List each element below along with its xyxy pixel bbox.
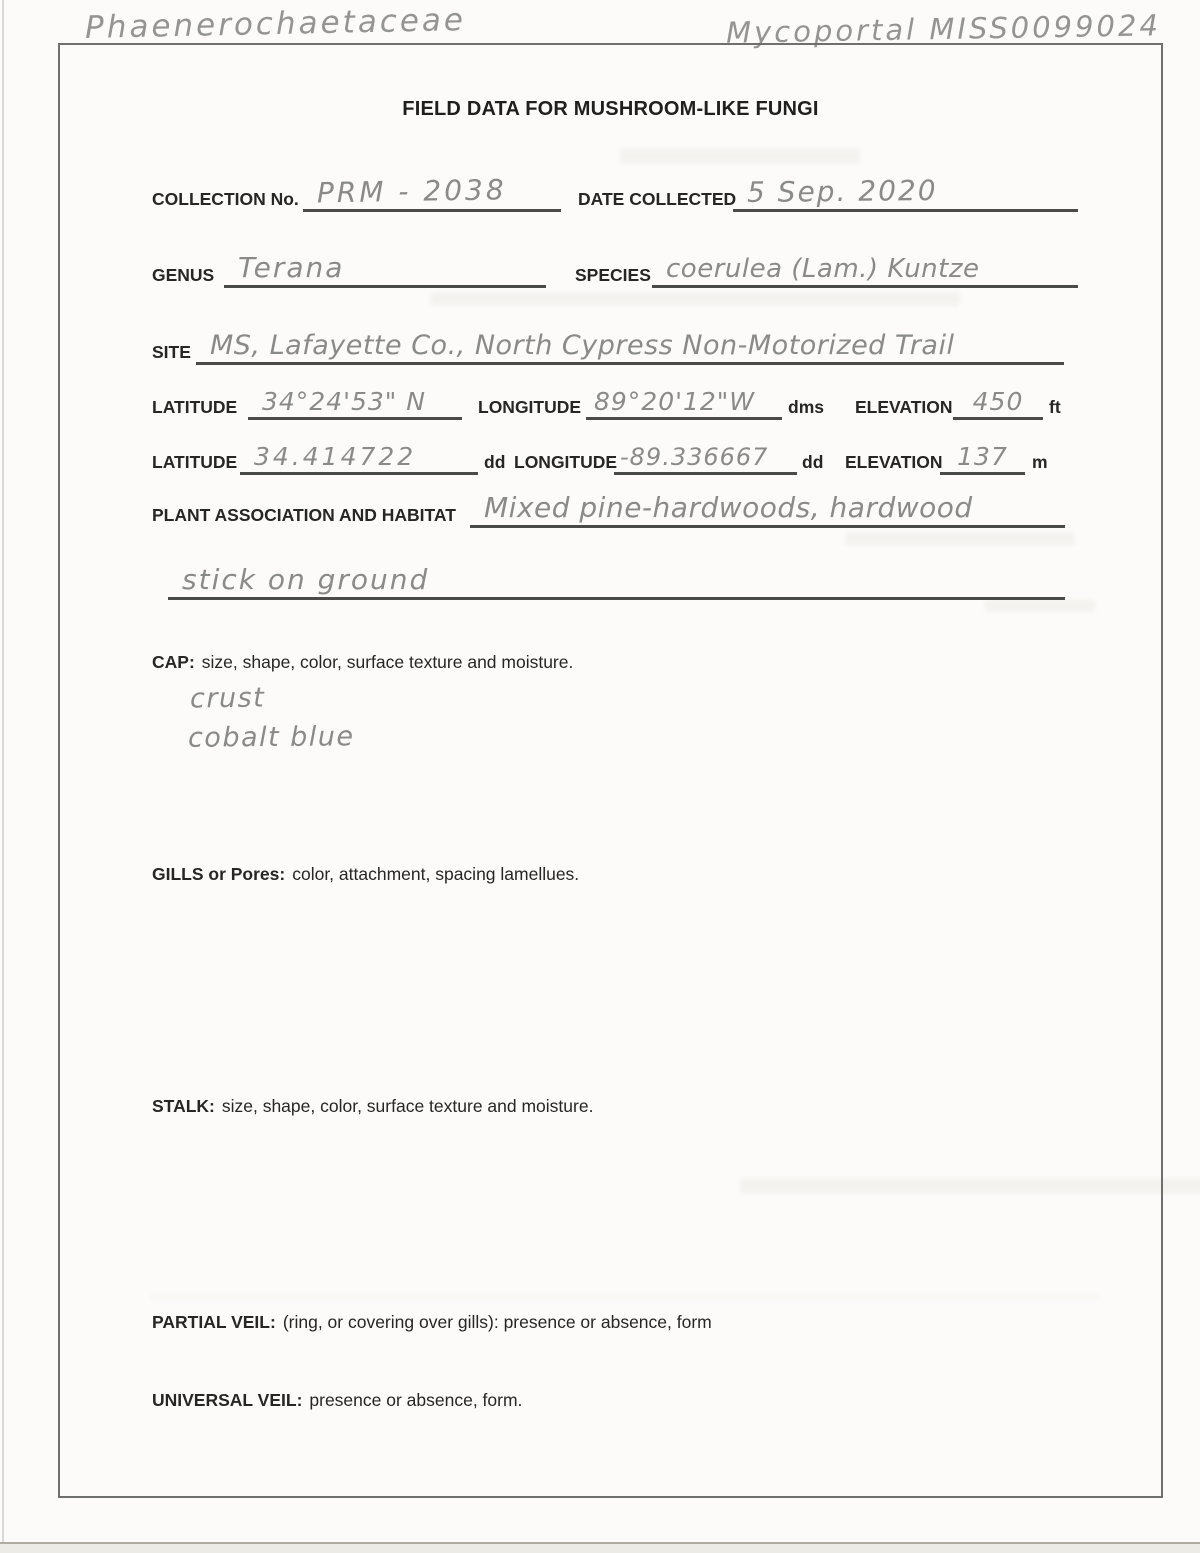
elevation-ft-value: 450 [972, 387, 1024, 416]
universal-veil-description: presence or absence, form. [309, 1390, 523, 1410]
latitude-dms-field [248, 378, 462, 420]
form-title: FIELD DATA FOR MUSHROOM-LIKE FUNGI [402, 98, 819, 120]
bleedthrough-smudge [740, 1178, 1200, 1194]
latitude-dd-value: 34.414722 [254, 442, 417, 471]
bleedthrough-smudge [620, 148, 860, 164]
species-value: coerulea (Lam.) Kuntze [666, 254, 980, 284]
bleedthrough-smudge [845, 532, 1075, 546]
latitude-dd-label: LATITUDE [152, 452, 238, 472]
gills-label: GILLS or Pores: [152, 864, 286, 884]
bleedthrough-smudge [430, 292, 960, 306]
elevation-m-value: 137 [957, 442, 1008, 471]
latitude-dms-value: 34°24'53" N [262, 387, 426, 416]
collection-no-field [303, 168, 561, 212]
bleedthrough-smudge [985, 600, 1095, 612]
stalk-label: STALK: [152, 1096, 215, 1116]
partial-veil-description: (ring, or covering over gills): presence or absence, form [282, 1312, 712, 1332]
scan-edge-left [2, 0, 4, 1543]
habitat-field-line1 [470, 480, 1065, 528]
cap-label: CAP: [152, 652, 195, 672]
habitat-value-line2: stick on ground [182, 563, 430, 596]
cap-note-1: crust [189, 682, 266, 715]
m-unit-label: m [1032, 452, 1048, 472]
longitude-dd-label: LONGITUDE [514, 452, 618, 472]
species-label: SPECIES [575, 265, 651, 285]
dd-unit-label-2: dd [802, 452, 824, 472]
stalk-description: size, shape, color, surface texture and moisture. [221, 1096, 594, 1116]
longitude-dd-field [614, 433, 797, 475]
elevation-m-label: ELEVATION [845, 452, 943, 472]
scan-edge-bottom [0, 1542, 1200, 1553]
latitude-dd-field [240, 433, 478, 475]
cap-description: size, shape, color, surface texture and moisture. [201, 652, 574, 672]
longitude-dd-value: -89.336667 [620, 443, 769, 471]
longitude-dms-value: 89°20'12"W [594, 387, 756, 416]
dms-unit-label: dms [788, 397, 824, 417]
elevation-m-field [940, 433, 1025, 475]
gills-description: color, attachment, spacing lamellues. [292, 864, 580, 884]
cap-section-heading [152, 652, 573, 673]
cap-note-2: cobalt blue [187, 721, 355, 754]
species-field [652, 240, 1078, 288]
ft-unit-label: ft [1049, 397, 1061, 417]
habitat-field-line2 [168, 552, 1065, 600]
genus-value: Terana [238, 251, 345, 284]
genus-label: GENUS [152, 265, 215, 285]
habitat-label: PLANT ASSOCIATION AND HABITAT [152, 505, 456, 525]
site-field [196, 318, 1064, 365]
site-value: MS, Lafayette Co., North Cypress Non-Motorized Trail [210, 330, 955, 361]
collection-no-label: COLLECTION No. [152, 189, 299, 209]
gills-section-heading [152, 864, 579, 885]
genus-field [224, 244, 546, 288]
habitat-value-line1: Mixed pine-hardwoods, hardwood [484, 491, 973, 524]
stalk-section-heading [152, 1096, 593, 1117]
universal-veil-label: UNIVERSAL VEIL: [152, 1390, 303, 1410]
elevation-ft-label: ELEVATION [855, 397, 953, 417]
universal-veil-section-heading [152, 1390, 522, 1411]
site-label: SITE [152, 342, 191, 362]
date-collected-field [733, 168, 1078, 212]
partial-veil-label: PARTIAL VEIL: [152, 1312, 276, 1332]
dd-unit-label-1: dd [484, 452, 506, 472]
handwritten-family-annotation: Phaenerochaetaceae [84, 2, 467, 46]
longitude-dms-field [586, 378, 782, 420]
date-collected-label: DATE COLLECTED [578, 189, 737, 209]
elevation-ft-field [953, 378, 1043, 420]
collection-no-value: PRM - 2038 [316, 173, 507, 210]
latitude-dms-label: LATITUDE [152, 397, 238, 417]
handwritten-catalog-annotation: Mycoportal MISS0099024 [725, 8, 1162, 50]
date-collected-value: 5 Sep. 2020 [746, 173, 938, 209]
partial-veil-section-heading [152, 1312, 712, 1333]
bleedthrough-smudge [150, 1295, 1100, 1299]
longitude-dms-label: LONGITUDE [478, 397, 582, 417]
